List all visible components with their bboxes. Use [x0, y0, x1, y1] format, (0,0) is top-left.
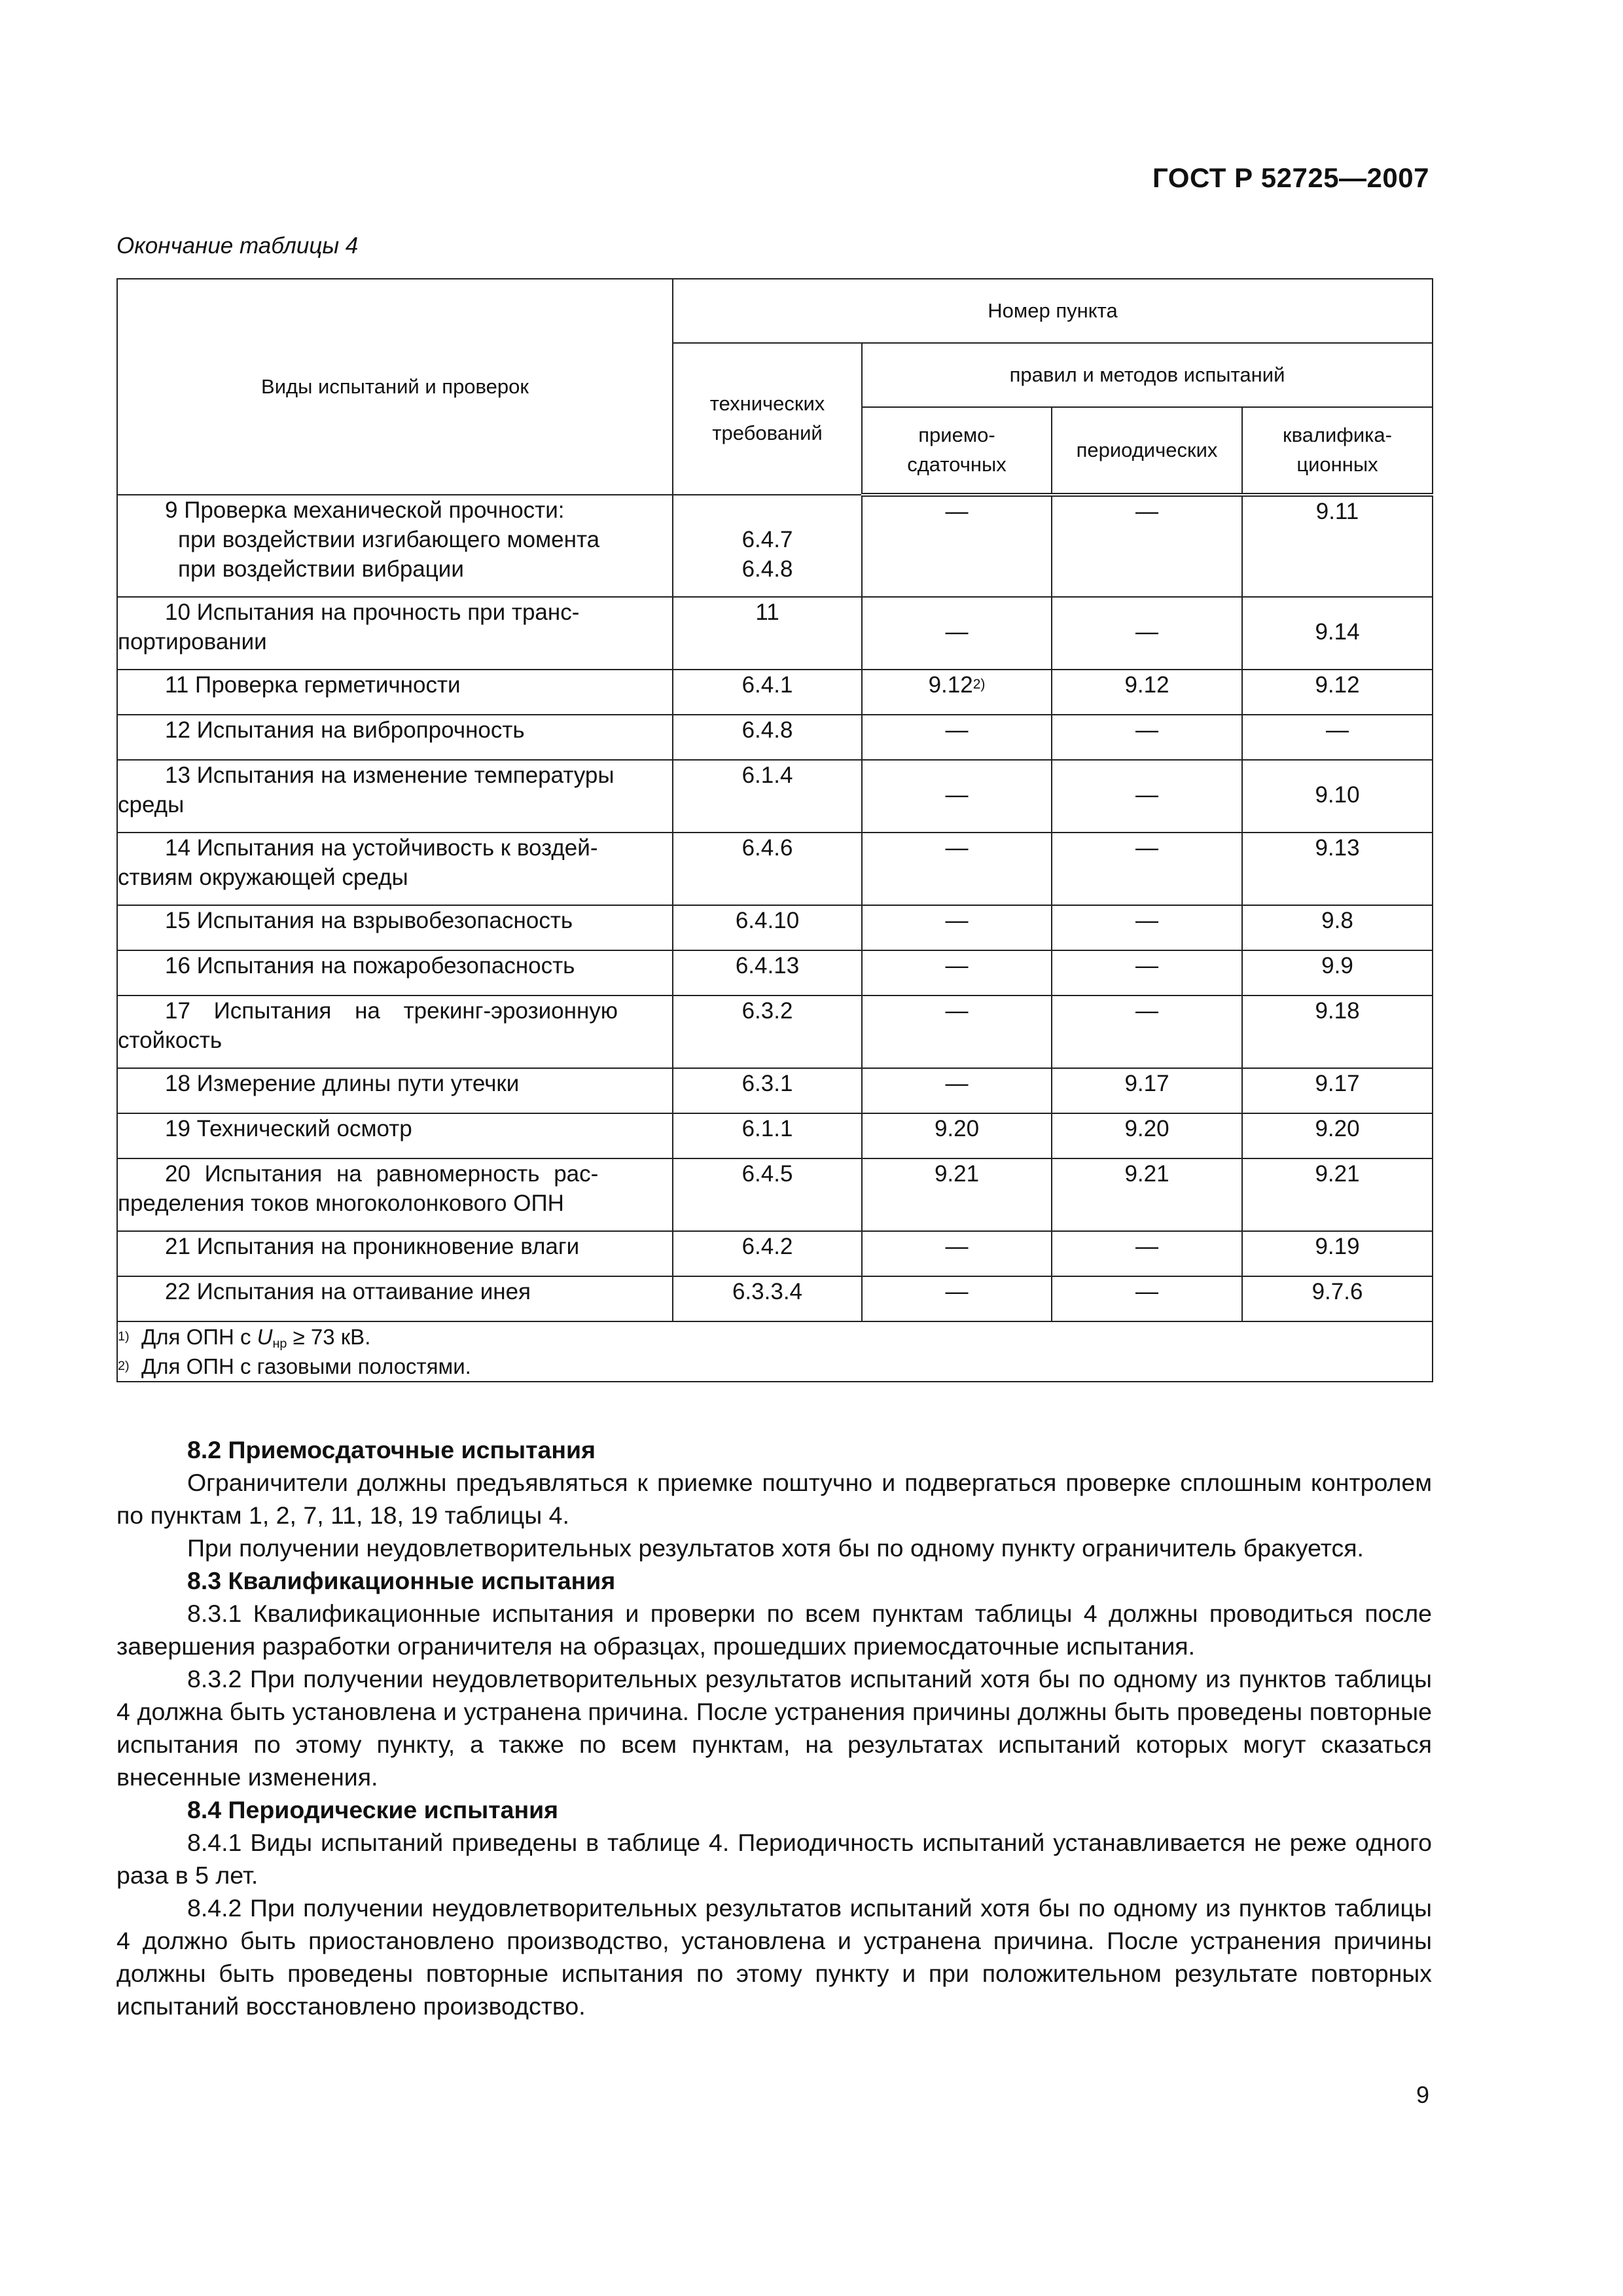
- periodic-cell: —: [1052, 950, 1242, 996]
- table-row: [117, 1113, 1433, 1158]
- qualification-cell: 9.9: [1242, 950, 1433, 996]
- tech-requirements-cell: 6.4.13: [673, 950, 862, 996]
- qualification-cell: 9.10: [1242, 760, 1433, 833]
- qualification-cell: 9.19: [1242, 1231, 1433, 1276]
- periodic-cell: —: [1052, 1276, 1242, 1321]
- qualification-cell: 9.8: [1242, 905, 1433, 950]
- paragraph: 8.4.1 Виды испытаний приведены в таблице 4. Периодичность испытаний устанавливается не реже одного раза в 5 лет.: [116, 1829, 1432, 1889]
- acceptance-cell: 9.21: [862, 1158, 1052, 1231]
- periodic-cell: —: [1052, 597, 1242, 670]
- table-row: [117, 670, 1433, 715]
- acceptance-cell: —: [862, 597, 1052, 670]
- section-8-3-title: 8.3 Квалификационные испытания: [187, 1567, 616, 1594]
- test-name: 20 Испытания на равномерность рас- пределения токов многоколонкового ОПН: [117, 1158, 673, 1231]
- table-row: [117, 1158, 1433, 1231]
- acceptance-cell: —: [862, 996, 1052, 1068]
- header-item-number: Номер пункта: [673, 279, 1433, 343]
- section-8-4-title: 8.4 Периодические испытания: [187, 1796, 559, 1823]
- tech-requirements-cell: 6.1.4: [673, 760, 862, 833]
- tech-requirements-cell: 6.4.2: [673, 1231, 862, 1276]
- acceptance-cell: —: [862, 1231, 1052, 1276]
- acceptance-cell: —: [862, 760, 1052, 833]
- test-name: 22 Испытания на оттаивание инея: [117, 1276, 673, 1321]
- page-number: 9: [1416, 2081, 1429, 2108]
- tech-requirements-cell: 6.3.3.4: [673, 1276, 862, 1321]
- acceptance-cell: 9.12$^{2)}$: [862, 670, 1052, 715]
- header-acceptance: приемо-сдаточных: [862, 407, 1052, 495]
- qualification-cell: 9.18: [1242, 996, 1433, 1068]
- qualification-cell: 9.11: [1242, 495, 1433, 597]
- test-name: 19 Технический осмотр: [117, 1113, 673, 1158]
- paragraph: Ограничители должны предъявляться к приемке поштучно и подвергаться проверке сплошным контролем по пунктам 1, 2, 7, 11, 18, 19 таблицы 4.: [116, 1469, 1432, 1529]
- qualification-cell: 9.20: [1242, 1113, 1433, 1158]
- table-row: [117, 715, 1433, 760]
- tech-requirements-cell: 6.4.10: [673, 905, 862, 950]
- acceptance-cell: 9.20: [862, 1113, 1052, 1158]
- footnote-ref-2: 2): [972, 676, 986, 692]
- test-name: 16 Испытания на пожаробезопасность: [117, 950, 673, 996]
- test-name: 13 Испытания на изменение температуры среды: [117, 760, 673, 833]
- acceptance-cell: —: [862, 950, 1052, 996]
- section-8-2-title: 8.2 Приемосдаточные испытания: [187, 1436, 596, 1463]
- acceptance-cell: —: [862, 833, 1052, 905]
- periodic-cell: —: [1052, 495, 1242, 597]
- tests-table: [116, 278, 1433, 1382]
- table-row: [117, 833, 1433, 905]
- qualification-cell: 9.21: [1242, 1158, 1433, 1231]
- table-row: [117, 996, 1433, 1068]
- periodic-cell: —: [1052, 760, 1242, 833]
- footnotes-row: [117, 1321, 1433, 1382]
- table-row: [117, 597, 1433, 670]
- header-test-types: Виды испытаний и проверок: [117, 279, 673, 495]
- periodic-cell: —: [1052, 996, 1242, 1068]
- paragraph: 8.3.2 При получении неудовлетворительных результатов испытаний хотя бы по одному из пунктов таблицы 4 должна быть установлена и устранена причина. После устранения причины должны быть проведены повторные испытания по этому пункту, а также по всем пунктам, на результатах испытаний которых могут сказаться внесенные изменения.: [116, 1665, 1432, 1791]
- tech-requirements-cell: 11: [673, 597, 862, 670]
- table-row: [117, 950, 1433, 996]
- table-caption: Окончание таблицы 4: [116, 233, 359, 259]
- qualification-cell: 9.17: [1242, 1068, 1433, 1113]
- tech-requirements-cell: 6.4.8: [673, 715, 862, 760]
- footnote-2: $^{2)}$ Для ОПН с газовыми полостями.: [118, 1354, 471, 1378]
- body-text: [116, 1433, 1432, 2022]
- table-footnotes: [117, 1321, 1433, 1382]
- test-name: 9 Проверка механической прочности: при воздействии изгибающего момента при воздействии вибрации: [117, 495, 673, 597]
- test-name: 10 Испытания на прочность при транс- портировании: [117, 597, 673, 670]
- table-row: [117, 495, 1433, 597]
- qualification-cell: 9.13: [1242, 833, 1433, 905]
- table-row: [117, 760, 1433, 833]
- tech-requirements-cell: 6.4.7 6.4.8: [673, 495, 862, 597]
- header-rules-methods: правил и методов испытаний: [862, 343, 1433, 407]
- test-name: 12 Испытания на вибропрочность: [117, 715, 673, 760]
- tech-requirements-cell: 6.4.6: [673, 833, 862, 905]
- header-tech-requirements: технических требований: [673, 343, 862, 495]
- document-code: ГОСТ Р 52725—2007: [1152, 162, 1429, 193]
- test-name: 15 Испытания на взрывобезопасность: [117, 905, 673, 950]
- periodic-cell: —: [1052, 905, 1242, 950]
- periodic-cell: 9.17: [1052, 1068, 1242, 1113]
- test-name: 14 Испытания на устойчивость к воздей- ствиям окружающей среды: [117, 833, 673, 905]
- acceptance-cell: —: [862, 495, 1052, 597]
- periodic-cell: 9.12: [1052, 670, 1242, 715]
- tech-requirements-cell: 6.3.2: [673, 996, 862, 1068]
- table-row: [117, 1068, 1433, 1113]
- qualification-cell: 9.7.6: [1242, 1276, 1433, 1321]
- acceptance-cell: —: [862, 1276, 1052, 1321]
- paragraph: 8.3.1 Квалификационные испытания и проверки по всем пунктам таблицы 4 должны проводиться после завершения разработки ограничителя на образцах, прошедших приемосдаточные испытания.: [116, 1600, 1432, 1660]
- acceptance-cell: —: [862, 1068, 1052, 1113]
- test-name: 11 Проверка герметичности: [117, 670, 673, 715]
- periodic-cell: 9.20: [1052, 1113, 1242, 1158]
- tech-requirements-cell: 6.1.1: [673, 1113, 862, 1158]
- test-name: 17 Испытания на трекинг-эрозионную стойкость: [117, 996, 673, 1068]
- paragraph: При получении неудовлетворительных результатов хотя бы по одному пункту ограничитель бракуется.: [187, 1534, 1364, 1562]
- periodic-cell: —: [1052, 833, 1242, 905]
- periodic-cell: —: [1052, 1231, 1242, 1276]
- tech-requirements-cell: 6.4.5: [673, 1158, 862, 1231]
- table-row: [117, 1276, 1433, 1321]
- qualification-cell: 9.14: [1242, 597, 1433, 670]
- table-row: [117, 905, 1433, 950]
- table-row: [117, 1231, 1433, 1276]
- paragraph: 8.4.2 При получении неудовлетворительных результатов испытаний хотя бы по одному из пунктов таблицы 4 должно быть приостановлено производство, установлена и устранена причина. После устранения причины должны быть проведены повторные испытания по этому пункту и при положительном результате повторных испытаний восстановлено производство.: [116, 1894, 1432, 2020]
- qualification-cell: 9.12: [1242, 670, 1433, 715]
- header-qualification: квалифика-ционных: [1242, 407, 1433, 495]
- tech-requirements-cell: 6.3.1: [673, 1068, 862, 1113]
- footnote-1: $^{1)}$ Для ОПН с $U_{нр} \ge 73$ кВ.: [118, 1325, 371, 1351]
- test-name: 21 Испытания на проникновение влаги: [117, 1231, 673, 1276]
- acceptance-cell: —: [862, 905, 1052, 950]
- acceptance-cell: —: [862, 715, 1052, 760]
- test-name: 18 Измерение длины пути утечки: [117, 1068, 673, 1113]
- periodic-cell: 9.21: [1052, 1158, 1242, 1231]
- qualification-cell: —: [1242, 715, 1433, 760]
- header-periodic: периодических: [1052, 407, 1242, 495]
- tech-requirements-cell: 6.4.1: [673, 670, 862, 715]
- periodic-cell: —: [1052, 715, 1242, 760]
